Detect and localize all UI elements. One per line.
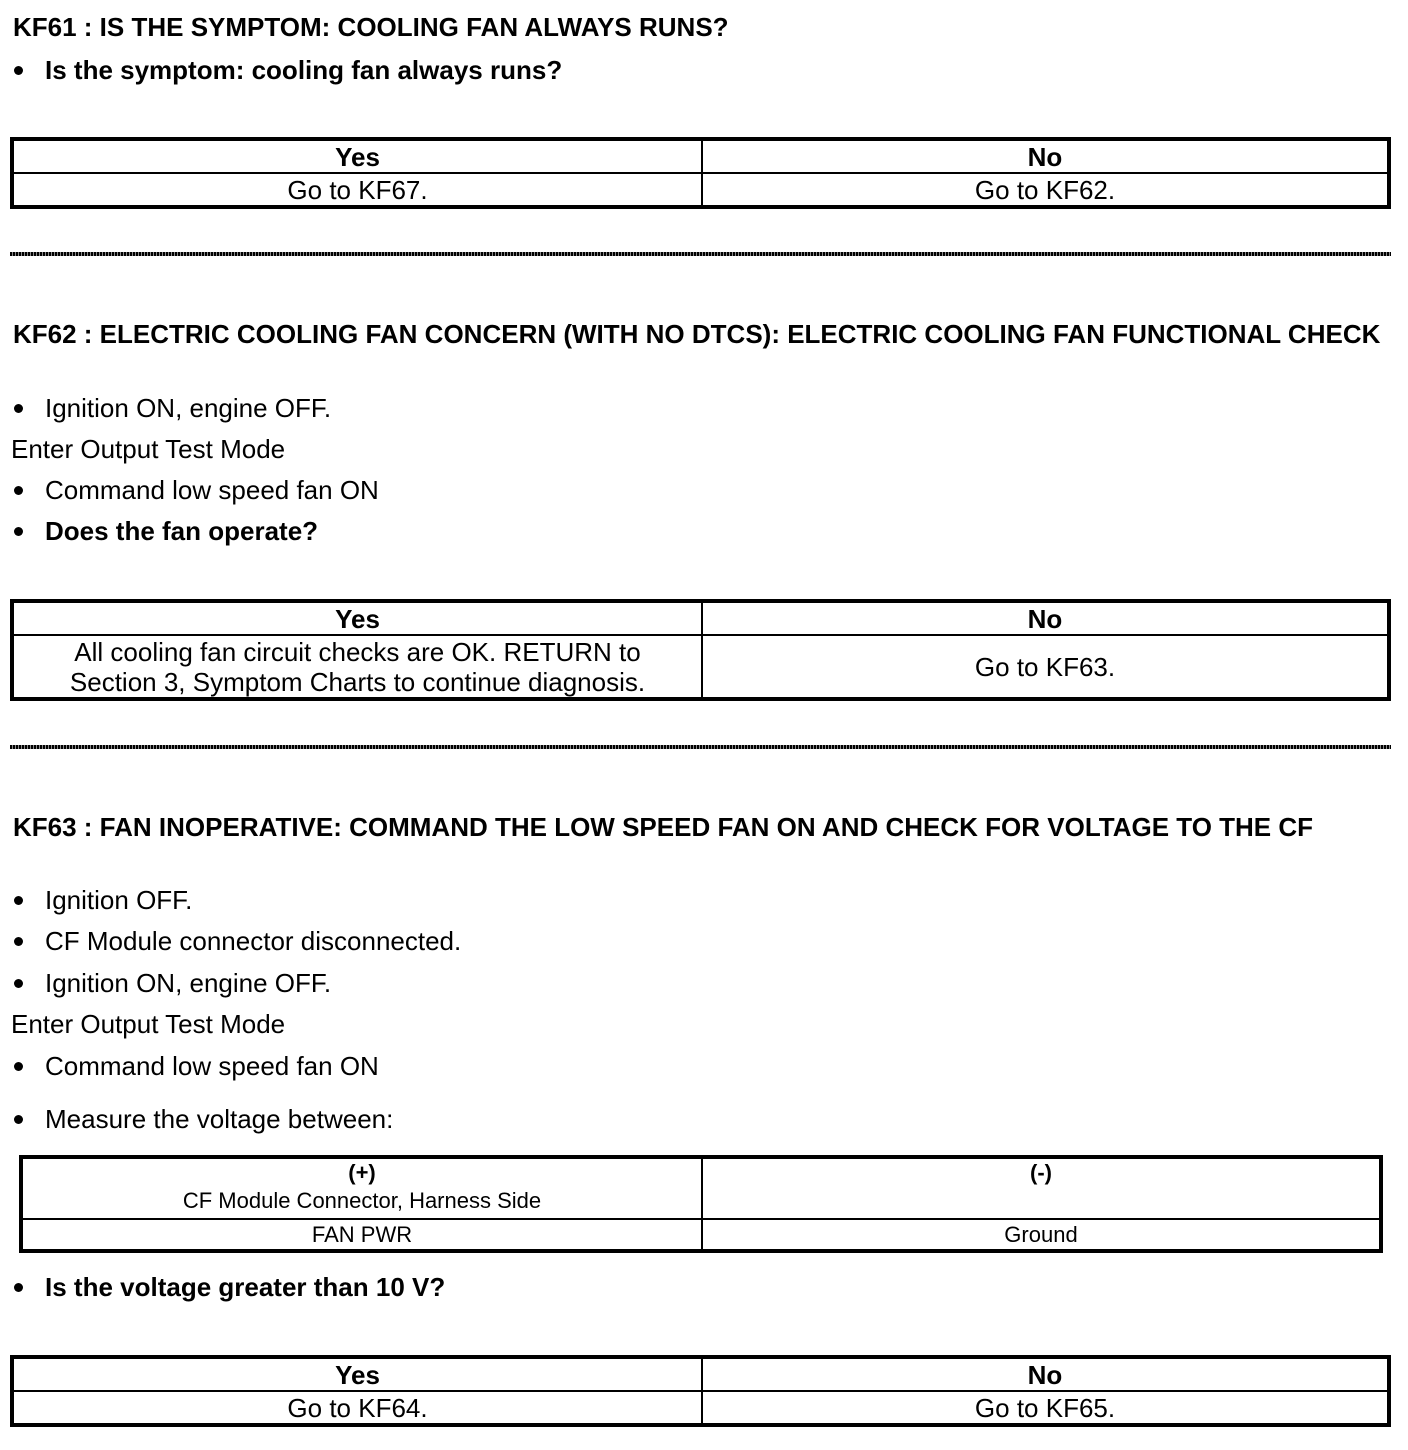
kf63-step-ignition-off: [11, 885, 192, 915]
bullet-icon: [14, 404, 23, 413]
kf62-step-command-text: Command low speed fan ON: [45, 475, 379, 505]
kf63-result-table: [10, 1355, 1391, 1427]
kf61-question-text: Is the symptom: cooling fan always runs?: [45, 55, 563, 85]
kf63-step-ignition-on-text: Ignition ON, engine OFF.: [45, 968, 332, 998]
kf62-yes-action: [12, 635, 702, 699]
kf62-yes-action-line2: Section 3, Symptom Charts to continue diagnosis.: [69, 666, 646, 697]
kf63-plus-value: FAN PWR: [21, 1219, 702, 1251]
kf62-step-ignition-text: Ignition ON, engine OFF.: [45, 393, 332, 423]
bullet-icon: [14, 979, 23, 988]
kf63-plus-sub: CF Module Connector, Harness Side: [182, 1188, 542, 1213]
kf63-mode: Enter Output Test Mode: [11, 1009, 286, 1039]
kf63-plus-header: (+): [348, 1160, 376, 1185]
section-divider: [10, 252, 1391, 256]
kf63-step-measure: [11, 1104, 393, 1134]
kf63-question-text: Is the voltage greater than 10 V?: [45, 1272, 446, 1302]
kf61-heading: KF61 : IS THE SYMPTOM: COOLING FAN ALWAYS RUNS?: [13, 12, 729, 42]
kf61-no-header: No: [702, 139, 1389, 173]
kf62-mode: Enter Output Test Mode: [11, 434, 286, 464]
bullet-icon: [14, 1115, 23, 1124]
bullet-icon: [14, 486, 23, 495]
kf62-question: [11, 516, 318, 546]
kf62-question-text: Does the fan operate?: [45, 516, 319, 546]
kf63-step-ignition-off-text: Ignition OFF.: [45, 885, 193, 915]
kf63-no-header: No: [702, 1357, 1389, 1391]
kf61-question: [11, 55, 562, 85]
bullet-icon: [14, 527, 23, 536]
bullet-icon: [14, 896, 23, 905]
kf63-no-action: Go to KF65.: [702, 1391, 1389, 1425]
kf62-yes-action-line1: All cooling fan circuit checks are OK. RETURN to: [74, 636, 641, 667]
kf63-yes-action: Go to KF64.: [12, 1391, 702, 1425]
kf62-no-action: Go to KF63.: [702, 635, 1389, 699]
kf63-step-ignition-on: [11, 968, 331, 998]
section-divider: [10, 745, 1391, 749]
kf63-minus-value: Ground: [702, 1219, 1381, 1251]
kf63-heading: KF63 : FAN INOPERATIVE: COMMAND THE LOW SPEED FAN ON AND CHECK FOR VOLTAGE TO THE CF: [13, 812, 1314, 842]
kf62-heading: KF62 : ELECTRIC COOLING FAN CONCERN (WITH NO DTCS): ELECTRIC COOLING FAN FUNCTIONAL CHECK: [13, 319, 1381, 349]
kf63-question: [11, 1272, 445, 1302]
kf61-result-table: [10, 137, 1391, 209]
kf62-step-command: [11, 475, 379, 505]
kf61-yes-header: Yes: [12, 139, 702, 173]
kf62-yes-header: Yes: [12, 601, 702, 635]
kf63-step-disconnect: [11, 926, 461, 956]
kf61-no-action: Go to KF62.: [702, 173, 1389, 207]
kf61-yes-action: Go to KF67.: [12, 173, 702, 207]
kf63-measurement-table: [19, 1155, 1383, 1253]
kf63-step-measure-text: Measure the voltage between:: [45, 1104, 394, 1134]
kf62-step-ignition: [11, 393, 331, 423]
kf63-minus-header: (-): [702, 1157, 1381, 1219]
kf62-result-table: [10, 599, 1391, 701]
kf63-plus-cell: [21, 1157, 702, 1219]
bullet-icon: [14, 937, 23, 946]
kf63-step-command-text: Command low speed fan ON: [45, 1051, 379, 1081]
kf63-step-command: [11, 1051, 379, 1081]
kf62-no-header: No: [702, 601, 1389, 635]
bullet-icon: [14, 1283, 23, 1292]
kf63-step-disconnect-text: CF Module connector disconnected.: [45, 926, 462, 956]
bullet-icon: [14, 1062, 23, 1071]
kf63-yes-header: Yes: [12, 1357, 702, 1391]
bullet-icon: [14, 66, 23, 75]
